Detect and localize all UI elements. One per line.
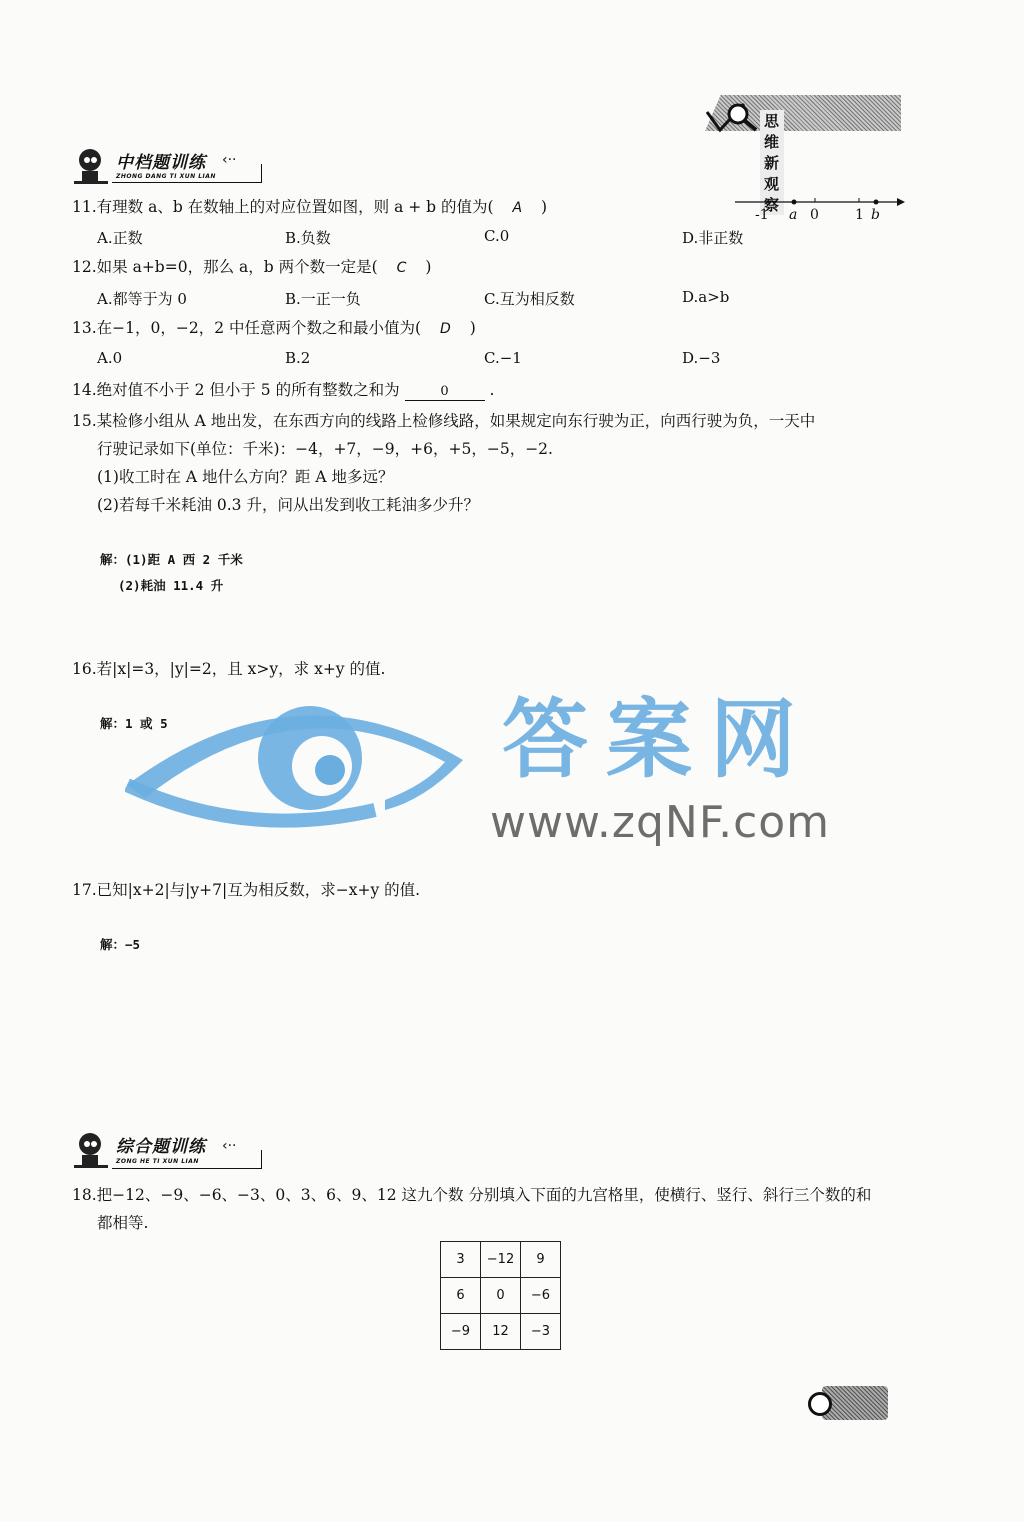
question-15-line1: 15.某检修小组从 A 地出发，在东西方向的线路上检修线路，如果规定向东行驶为正，向西行驶为负，一天中 (72, 412, 816, 430)
question-15-solution-2: (2)耗油 11.4 升 (118, 578, 224, 593)
numberline-label-a: a (789, 207, 798, 223)
q12-option-a: A.都等于为 0 (97, 290, 187, 308)
section-underline (112, 1168, 262, 1169)
q11-option-b: B.负数 (285, 229, 331, 247)
section-bracket (261, 1150, 262, 1168)
q12-option-b: B.一正一负 (285, 290, 361, 308)
arrow-dots-icon: ‹·· (222, 152, 237, 168)
question-18-line1: 18.把−12、−9、−6、−3、0、3、6、9、12 这九个数 分别填入下面的九宫格里，使横行、竖行、斜行三个数的和 (72, 1186, 872, 1204)
arrow-dots-icon: ‹·· (222, 1138, 237, 1154)
question-15-part2: (2)若每千米耗油 0.3 升，问从出发到收工耗油多少升？ (97, 496, 479, 514)
q13-option-a: A.0 (97, 349, 123, 367)
grid-row (441, 1242, 561, 1278)
question-14 (72, 379, 494, 401)
numberline-label-b: b (871, 207, 880, 223)
question-14-answer-blank: 0 (405, 384, 485, 401)
grid-cell: 6 (441, 1278, 481, 1314)
question-17: 17.已知|x+2|与|y+7|互为相反数，求−x+y 的值. (72, 881, 421, 899)
section-subtitle: ZHONG DANG TI XUN LIAN (116, 173, 216, 180)
boy-mascot-icon (72, 1130, 112, 1170)
question-13 (72, 317, 476, 340)
question-14-end: . (489, 381, 495, 399)
page-circle-icon (808, 1392, 832, 1416)
question-18-line2: 都相等. (97, 1214, 149, 1232)
question-13-close: ) (469, 319, 476, 337)
section-header-medium (72, 146, 264, 188)
grid-row (441, 1278, 561, 1314)
question-14-text: 14.绝对值不小于 2 但小于 5 的所有整数之和为 (72, 381, 400, 399)
grid-cell: −9 (441, 1314, 481, 1350)
question-13-answer: D (439, 321, 451, 337)
question-15-solution-1: 解：(1)距 A 西 2 千米 (100, 552, 243, 567)
grid-cell: 9 (521, 1242, 561, 1278)
question-16: 16.若|x|=3，|y|=2，且 x>y，求 x+y 的值. (72, 660, 386, 678)
section-header-comprehensive (72, 1130, 264, 1172)
grid-cell: −12 (481, 1242, 521, 1278)
grid-cell: 12 (481, 1314, 521, 1350)
q13-option-c: C.−1 (484, 349, 522, 367)
magic-square-grid (440, 1241, 561, 1350)
question-11-answer: A (512, 200, 523, 216)
question-11-close: ) (541, 198, 548, 216)
q12-option-d: D.a>b (682, 288, 730, 306)
q13-option-d: D.−3 (682, 349, 721, 367)
q11-option-d: D.非正数 (682, 229, 744, 247)
question-15-line2: 行驶记录如下(单位：千米)：−4，+7，−9，+6，+5，−5，−2. (97, 440, 553, 458)
grid-cell: −3 (521, 1314, 561, 1350)
question-13-text: 13.在−1，0，−2，2 中任意两个数之和最小值为( (72, 319, 422, 337)
eye-logo-icon (125, 690, 465, 830)
question-12-close: ) (425, 258, 432, 276)
numberline-label-0: 0 (810, 207, 819, 223)
section-title: 综合题训练 (116, 1137, 206, 1157)
grid-row (441, 1314, 561, 1350)
section-bracket (261, 164, 262, 182)
question-12-text: 12.如果 a+b=0，那么 a，b 两个数一定是( (72, 258, 378, 276)
watermark-chinese: 答案网 (502, 690, 814, 790)
question-12 (72, 256, 431, 279)
q11-option-a: A.正数 (97, 229, 143, 247)
q12-option-c: C.互为相反数 (484, 290, 575, 308)
question-15-part1: (1)收工时在 A 地什么方向？距 A 地多远？ (97, 468, 394, 486)
magnifier-icon (704, 98, 764, 138)
grid-cell: 3 (441, 1242, 481, 1278)
question-11 (72, 196, 547, 219)
grid-cell: −6 (521, 1278, 561, 1314)
numberline-label-1: 1 (855, 207, 864, 223)
q13-option-b: B.2 (285, 349, 311, 367)
question-11-text: 11.有理数 a、b 在数轴上的对应位置如图，则 a + b 的值为( (72, 198, 494, 216)
q11-option-c: C.0 (484, 227, 510, 245)
grid-cell: 0 (481, 1278, 521, 1314)
banner-title: 思维新观察 (760, 110, 784, 215)
boy-mascot-icon (72, 146, 112, 186)
numberline-label-neg1: -1 (755, 207, 769, 223)
question-17-solution: 解：−5 (100, 937, 141, 952)
section-title: 中档题训练 (116, 153, 206, 173)
watermark-url: www.zqNF.com (490, 797, 831, 848)
section-subtitle: ZONG HE TI XUN LIAN (116, 1158, 199, 1165)
question-12-answer: C (396, 260, 407, 276)
question-16-solution: 解：1 或 5 (100, 716, 168, 731)
section-underline (112, 182, 262, 183)
